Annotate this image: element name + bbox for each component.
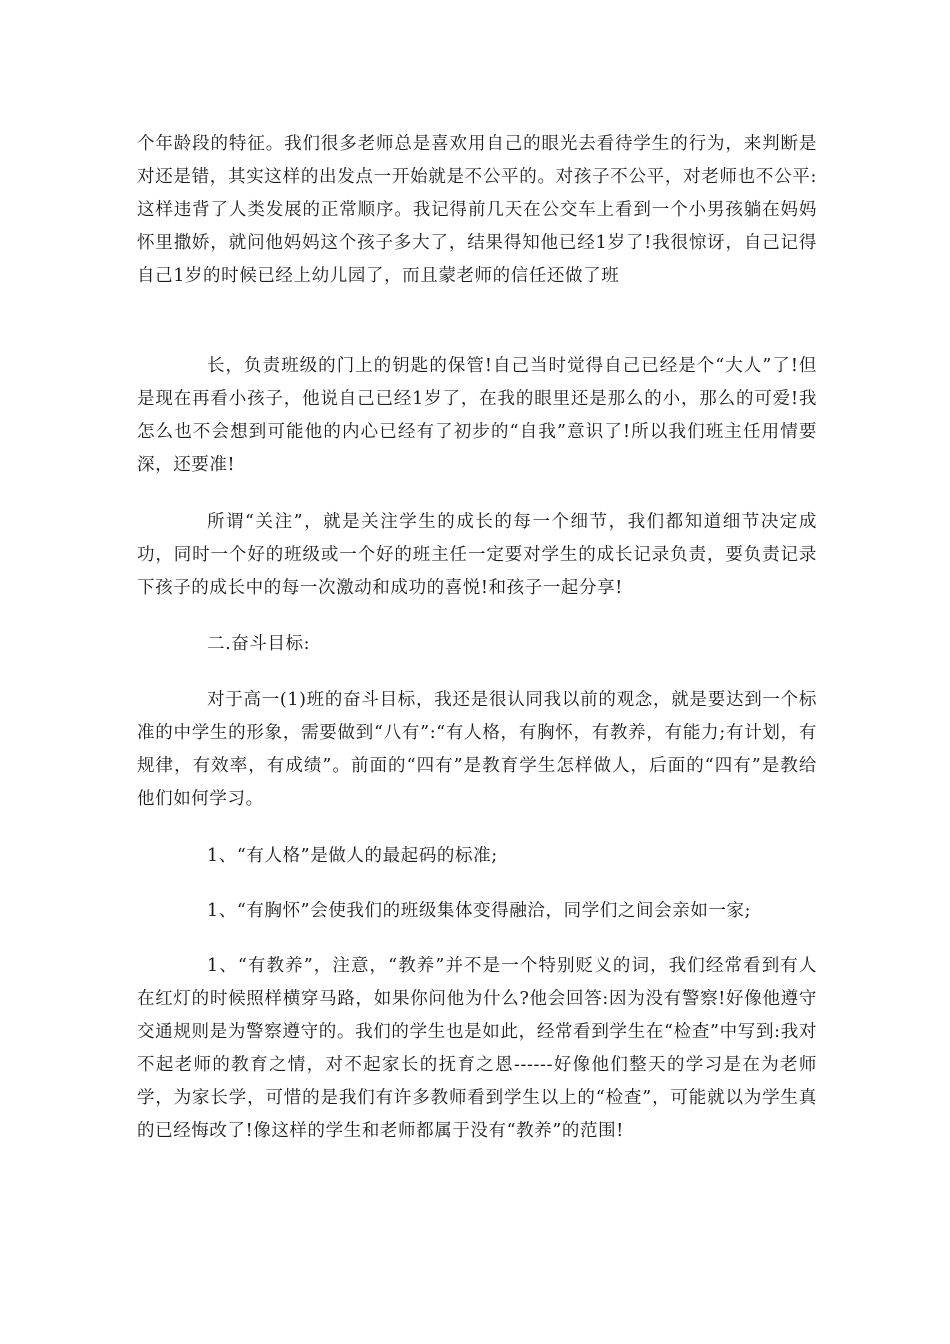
paragraph-2: 长，负责班级的门上的钥匙的保管!自己当时觉得自己已经是个“大人”了!但是现在再看小孩子，他说自己已经1岁了，在我的眼里还是那么的小，那么的可爱!我怎么也不会想到可能他的内心已经有了初步的“自我”意识了!所以我们班主任用情要深，还要准! [137,356,817,475]
list-item-1: 1、“有人格”是做人的最起码的标准; [207,846,498,866]
paragraph-3: 所谓“关注”，就是关注学生的成长的每一个细节，我们都知道细节决定成功，同时一个好的班级或一个好的班主任一定要对学生的成长记录负责，要负责记录下孩子的成长中的每一次激动和成功的喜悦!和孩子一起分享! [137,512,817,598]
section-heading: 二.奋斗目标: [207,634,311,654]
list-item-3: 1、“有教养”，注意，“教养”并不是一个特别贬义的词，我们经常看到有人在红灯的时候照样横穿马路，如果你问他为什么?他会回答:因为没有警察!好像他遵守交通规则是为警察遵守的。我们的学生也是如此，经常看到学生在“检查”中写到:我对不起老师的教育之情，对不起家长的抚育之恩------好像他们整天的学习是在为老师学，为家长学，可惜的是我们有许多教师看到学生以上的“检查”，可能就以为学生真的已经悔改了!像这样的学生和老师都属于没有“教养”的范围! [137,956,817,1141]
paragraph-4: 对于高一(1)班的奋斗目标，我还是很认同我以前的观念，就是要达到一个标准的中学生的形象，需要做到“八有”:“有人格，有胸怀，有教养，有能力;有计划，有规律，有效率，有成绩”。前面的“四有”是教育学生怎样做人，后面的“四有”是教给他们如何学习。 [137,690,817,809]
paragraph-1: 个年龄段的特征。我们很多老师总是喜欢用自己的眼光去看待学生的行为，来判断是对还是错，其实这样的出发点一开始就是不公平的。对孩子不公平，对老师也不公平:这样违背了人类发展的正常顺序。我记得前几天在公交车上看到一个小男孩躺在妈妈怀里撒娇，就问他妈妈这个孩子多大了，结果得知他已经1岁了!我很惊讶，自己记得自己1岁的时候已经上幼儿园了，而且蒙老师的信任还做了班 [137,134,817,286]
list-item-2: 1、“有胸怀”会使我们的班级集体变得融洽，同学们之间会亲如一家; [207,901,752,921]
